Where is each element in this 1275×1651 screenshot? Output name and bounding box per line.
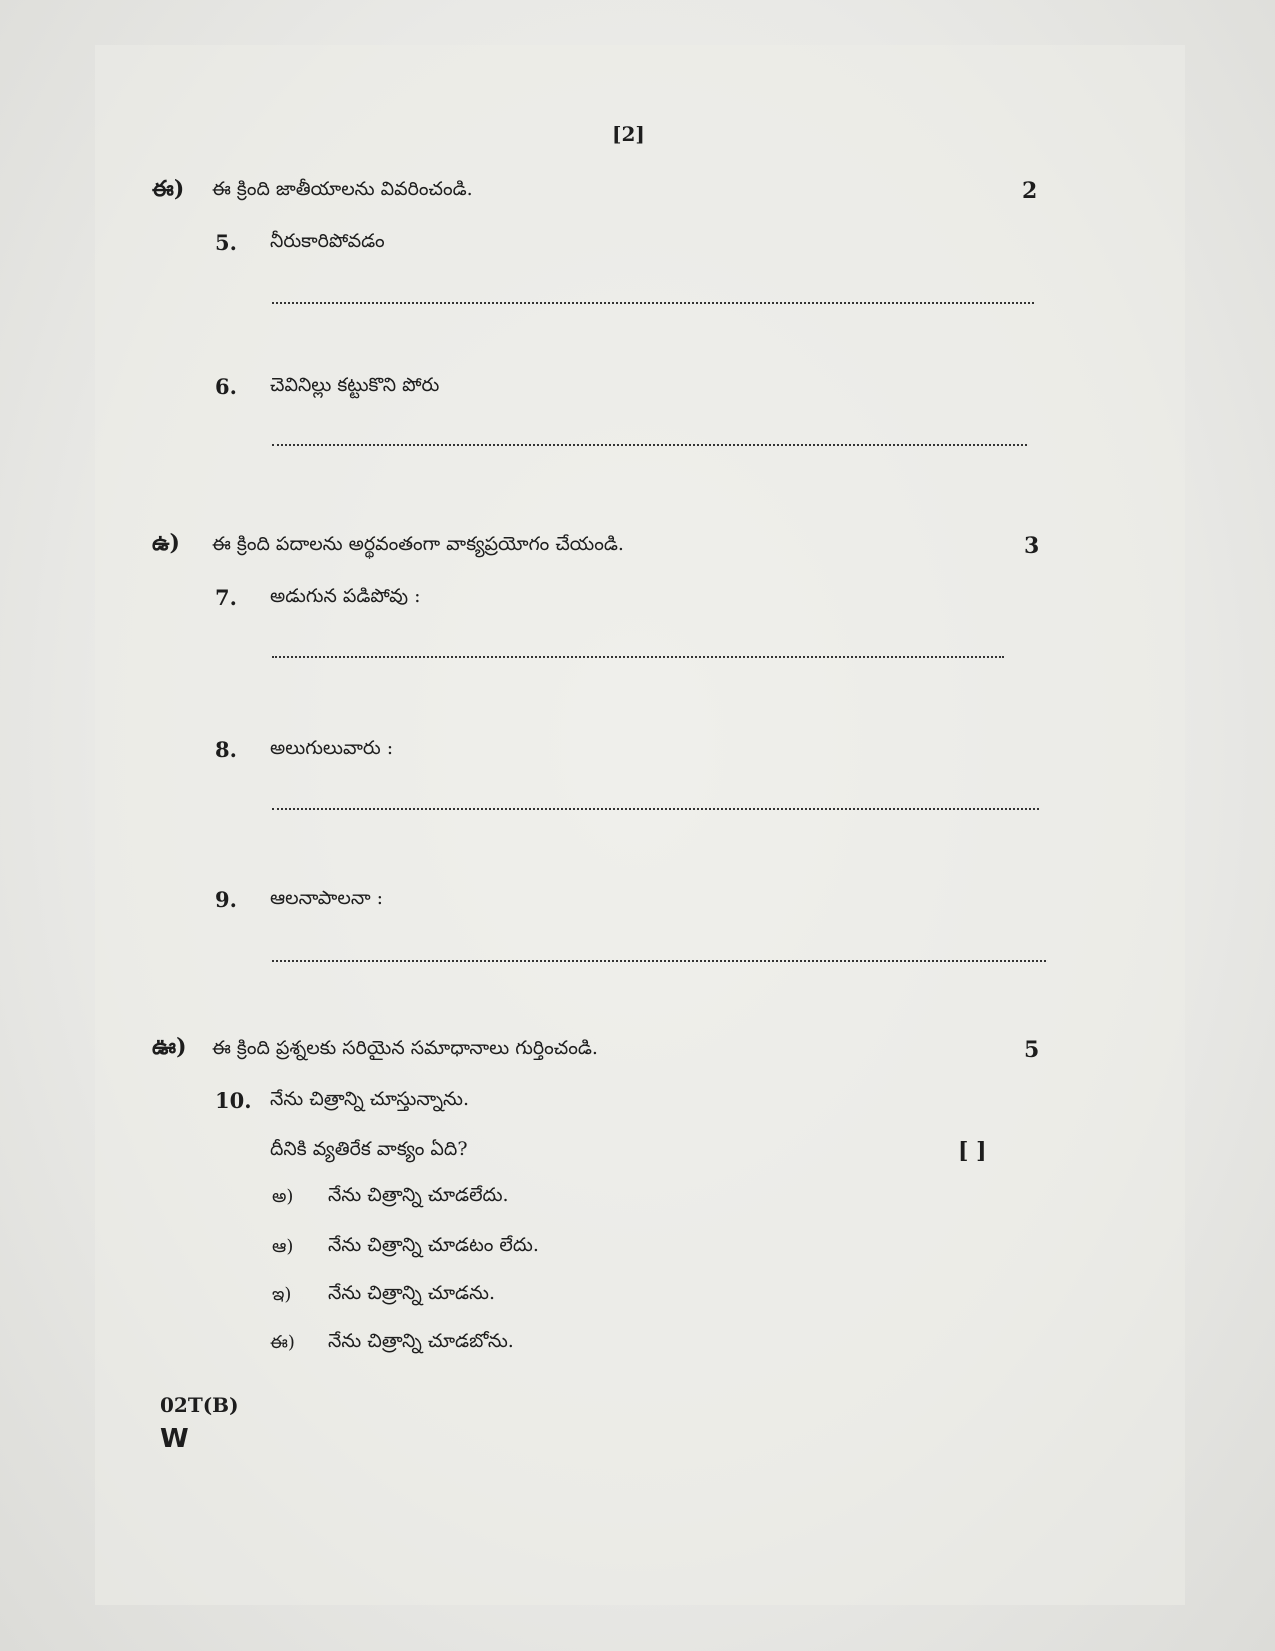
option-text-a: నేను చిత్రాన్ని చూడలేదు. — [328, 1184, 509, 1206]
question-number-8: 8. — [215, 737, 237, 762]
question-text-9: ఆలనాపాలనా : — [270, 887, 384, 909]
answer-line-9[interactable] — [272, 960, 1046, 962]
option-label-a: అ) — [272, 1186, 294, 1207]
section-label-u: ఉ) — [152, 530, 180, 556]
question-text-8: అలుగులువారు : — [270, 737, 394, 759]
question-text-5: నీరుకారిపోవడం — [270, 230, 385, 252]
question-number-5: 5. — [215, 230, 237, 255]
question-number-7: 7. — [215, 585, 237, 610]
option-text-ee: నేను చిత్రాన్ని చూడబోను. — [328, 1330, 514, 1352]
option-label-aa: ఆ) — [272, 1236, 294, 1257]
question-text-10: నేను చిత్రాన్ని చూస్తున్నాను. — [270, 1088, 469, 1110]
question-text-6: చెవినిల్లు కట్టుకొని పోరు — [270, 374, 440, 396]
section-marks-u: 3 — [1024, 533, 1040, 559]
section-instruction-u: ఈ క్రింది పదాలను అర్థవంతంగా వాక్యప్రయోగం చేయండి. — [212, 533, 624, 555]
question-number-10: 10. — [215, 1088, 252, 1113]
option-text-aa: నేను చిత్రాన్ని చూడటం లేదు. — [328, 1234, 539, 1256]
section-label-oo: ఊ) — [152, 1034, 187, 1060]
section-marks-ee: 2 — [1022, 178, 1038, 204]
option-text-i: నేను చిత్రాన్ని చూడను. — [328, 1282, 496, 1304]
page-number: [2] — [612, 122, 645, 146]
footer-w-mark: W — [160, 1424, 189, 1454]
section-marks-oo: 5 — [1024, 1037, 1040, 1063]
answer-line-6[interactable] — [272, 444, 1027, 446]
section-instruction-oo: ఈ క్రింది ప్రశ్నలకు సరియైన సమాధానాలు గుర్తించండి. — [212, 1037, 598, 1059]
answer-line-7[interactable] — [272, 656, 1004, 658]
question-number-9: 9. — [215, 887, 237, 912]
option-label-i: ఇ) — [272, 1284, 292, 1305]
question-prompt-10: దీనికి వ్యతిరేక వాక్యం ఏది? — [270, 1138, 468, 1160]
paper-sheet — [95, 45, 1185, 1605]
answer-bracket-10[interactable]: [ ] — [958, 1138, 987, 1164]
question-text-7: అడుగున పడిపోవు : — [270, 585, 421, 607]
answer-line-5[interactable] — [272, 302, 1034, 304]
section-instruction-ee: ఈ క్రింది జాతీయాలను వివరించండి. — [212, 178, 473, 200]
question-number-6: 6. — [215, 374, 237, 399]
answer-line-8[interactable] — [272, 808, 1039, 810]
paper-code: 02T(B) — [160, 1393, 239, 1417]
section-label-ee: ఈ) — [152, 176, 185, 202]
option-label-ee: ఈ) — [270, 1332, 295, 1353]
